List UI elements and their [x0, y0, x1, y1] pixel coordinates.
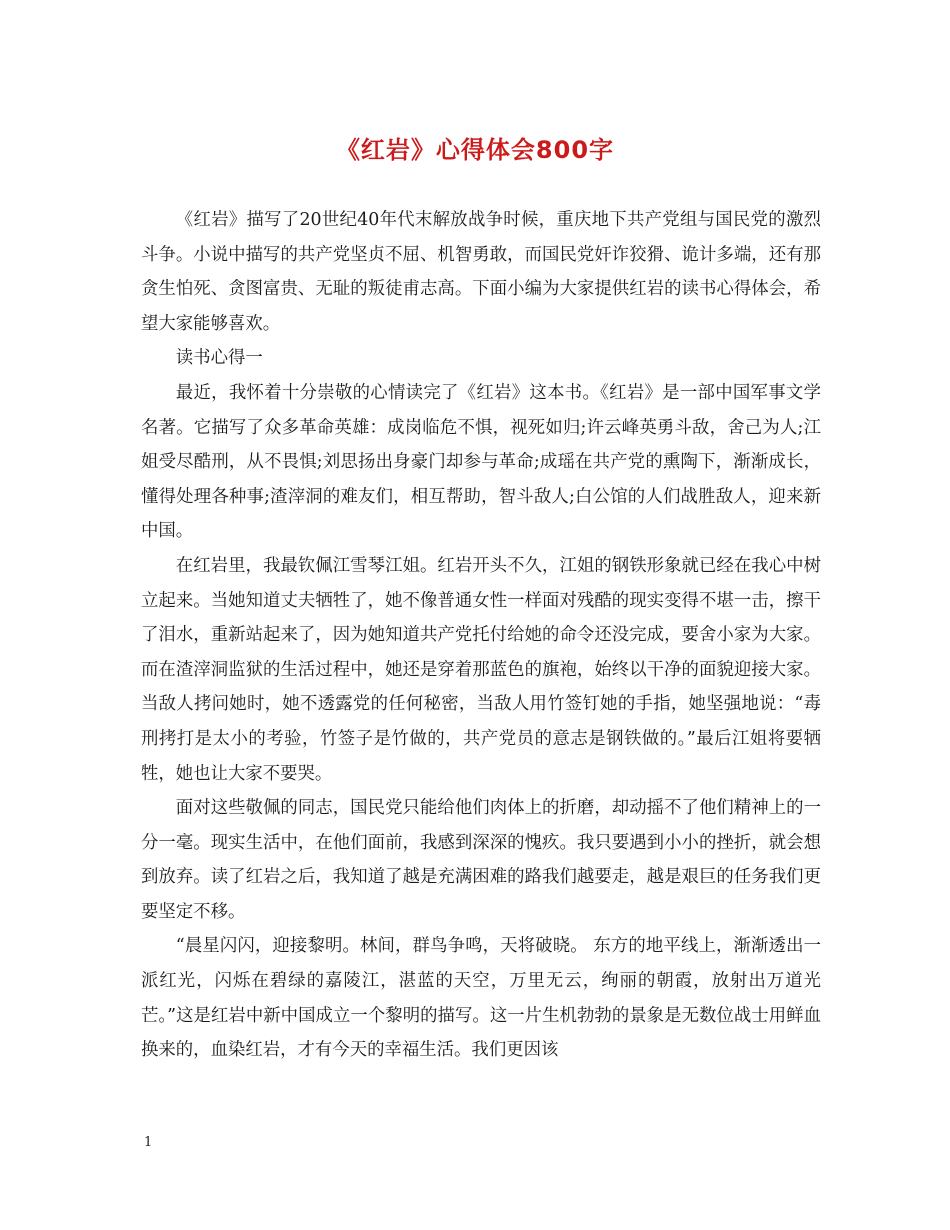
document-title: 《红岩》心得体会800字: [335, 136, 615, 164]
paragraph: 在红岩里，我最钦佩江雪琴江姐。红岩开头不久，江姐的钢铁形象就已经在我心中树立起来。当她知道丈夫牺牲了，她不像普通女性一样面对残酷的现实变得不堪一击，擦干了泪水，重新站起来了，因为她知道共产党托付给她的命令还没完成，要舍小家为大家。而在渣滓洞监狱的生活过程中，她还是穿着那蓝色的旗袍，始终以干净的面貌迎接大家。当敌人拷问她时，她不透露党的任何秘密，当敌人用竹签钉她的手指，她坚强地说：“毒刑拷打是太小的考验，竹签子是竹做的，共产党员的意志是钢铁做的。”最后江姐将要牺牲，她也让大家不要哭。: [141, 555, 821, 784]
paragraph: 最近，我怀着十分崇敬的心情读完了《红岩》这本书。《红岩》是一部中国军事文学名著。它描写了众多革命英雄：成岗临危不惧，视死如归;许云峰英勇斗敌，舍己为人;江姐受尽酷刑，从不畏惧;刘思扬出身豪门却参与革命;成瑶在共产党的熏陶下，渐渐成长，懂得处理各种事;渣滓洞的难友们，相互帮助，智斗敌人;白公馆的人们战胜敌人，迎来新中国。: [141, 382, 821, 542]
page-number: 1: [144, 1135, 153, 1150]
document-body: [141, 203, 821, 1068]
paragraph-intro: 《红岩》描写了20世纪40年代末解放战争时候，重庆地下共产党组与国民党的激烈斗争。小说中描写的共产党坚贞不屈、机智勇敢，而国民党奸诈狡猾、诡计多端，还有那贪生怕死、贪图富贵、无耻的叛徒甫志高。下面小编为大家提供红岩的读书心得体会，希望大家能够喜欢。: [141, 210, 821, 334]
paragraph: “晨星闪闪，迎接黎明。林间，群鸟争鸣，天将破晓。 东方的地平线上，渐渐透出一派红光，闪烁在碧绿的嘉陵江，湛蓝的天空，万里无云，绚丽的朝霞，放射出万道光芒。”这是红岩中新中国成立一个黎明的描写。这一片生机勃勃的景象是无数位战士用鲜血换来的，血染红岩，才有今天的幸福生活。我们更因该: [141, 936, 821, 1061]
section-heading: 读书心得一: [175, 348, 263, 369]
paragraph: 面对这些敬佩的同志，国民党只能给他们肉体上的折磨，却动摇不了他们精神上的一分一毫。现实生活中，在他们面前，我感到深深的愧疚。我只要遇到小小的挫折，就会想到放弃。读了红岩之后，我知道了越是充满困难的路我们越要走，越是艰巨的任务我们更要坚定不移。: [141, 798, 821, 922]
